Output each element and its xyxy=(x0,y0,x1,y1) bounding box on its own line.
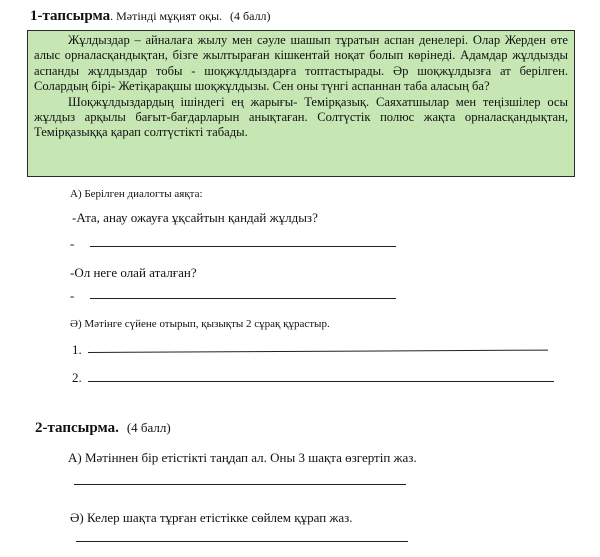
dialog-question-2: -Ол неге олай аталған? xyxy=(70,265,197,280)
task2-part-b: Ә) Келер шақта тұрған етістікке сөйлем құрап жаз. xyxy=(70,510,353,525)
dialog-dash-1: - xyxy=(70,236,75,251)
question-line-1[interactable] xyxy=(88,350,548,353)
question-number-1: 1. xyxy=(72,342,82,357)
question-number-2: 2. xyxy=(72,370,82,385)
task2-answer-line-b[interactable] xyxy=(76,541,408,542)
task2-points: (4 балл) xyxy=(126,420,171,435)
part-b-label: Ә) Мәтінге сүйене отырып, қызықты 2 сұрақ құрастыр. xyxy=(70,318,330,330)
passage-paragraph-2: Шоқжұлдыздардың ішіндегі ең жарығы- Темірқазық. Саяхатшылар мен теңізшілер осы жұлдыз арқылы бағыт-бағдарларын анықтаған. Солтүстік полюс жақта орналасқандықтан, Темірқазыққа қарап солтүстікті табады. xyxy=(34,94,568,140)
passage-paragraph-1: Жұлдыздар – айналаға жылу мен сәуле шашып тұратын аспан денелері. Олар Жерден өте алыс орналасқандықтан, бізге жылтыраған кішкентай ноқат болып көрінеді. Адамдар жұлдызды аспанды жұлдыздар тобы - шоқжұлдыздарға топтастырады. Әр шоқжұлдызға ат берілген. Солардың бірі- Жетіқарақшы шоқжұлдызы. Сен оны түнгі аспаннан таба аласың ба? xyxy=(34,33,568,94)
task1-title: 1-тапсырма xyxy=(30,8,111,24)
task1-header xyxy=(30,7,271,25)
answer-line-2[interactable] xyxy=(90,298,396,299)
part-a-label: А) Берілген диалогты аяқта: xyxy=(70,188,203,200)
task2-title: 2-тапсырма. xyxy=(35,420,119,436)
question-line-2[interactable] xyxy=(88,381,554,382)
answer-line-1[interactable] xyxy=(90,246,396,247)
task2-answer-line-a[interactable] xyxy=(74,484,406,485)
reading-passage xyxy=(27,30,575,177)
dialog-question-1: -Ата, анау ожауға ұқсайтын қандай жұлдыз? xyxy=(72,210,318,225)
task1-points: (4 балл) xyxy=(230,9,271,23)
task2-part-a: А) Мәтіннен бір етістікті таңдап ал. Оны 3 шақта өзгертіп жаз. xyxy=(68,450,417,465)
dialog-dash-2: - xyxy=(70,288,75,303)
task1-instruction: . Мәтінді мұқият оқы. xyxy=(110,9,223,23)
task2-header xyxy=(35,419,171,437)
